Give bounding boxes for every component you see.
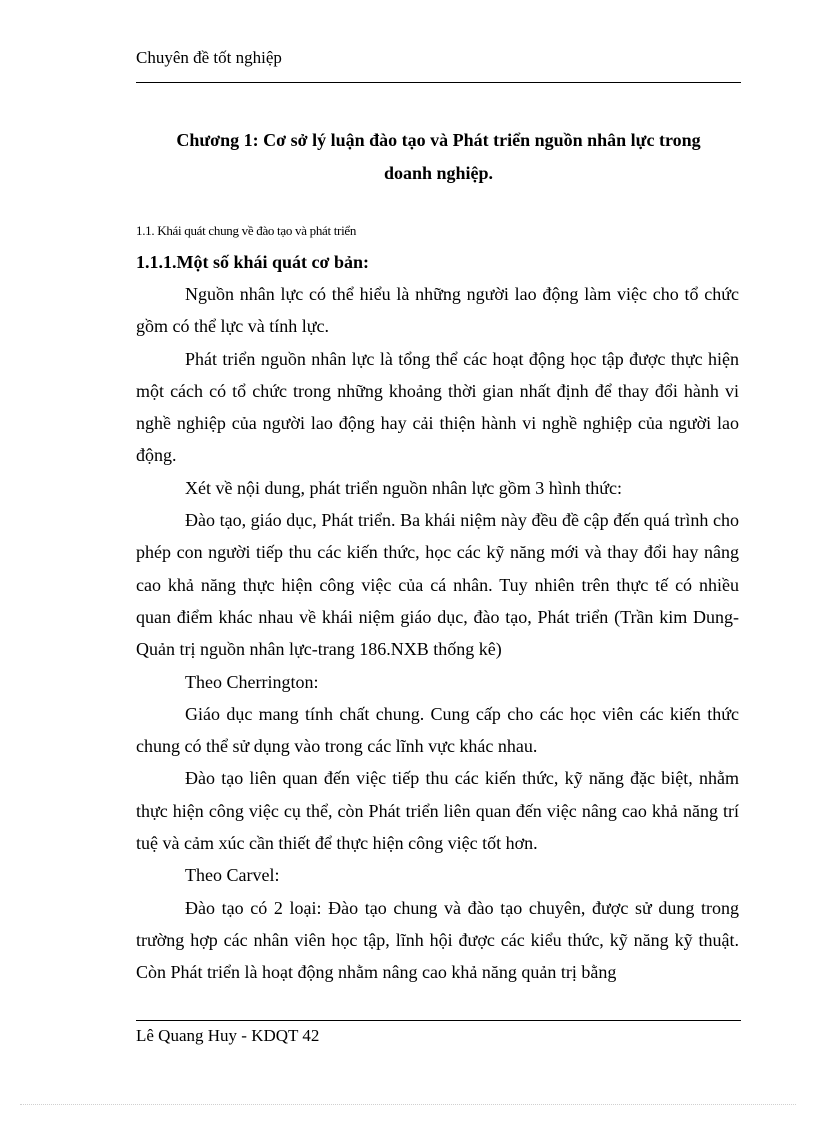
body-text <box>136 278 739 989</box>
paragraph: Đào tạo liên quan đến việc tiếp thu các kiến thức, kỹ năng đặc biệt, nhằm thực hiện công việc cụ thể, còn Phát triển liên quan đến việc nâng cao khả năng trí tuệ và cảm xúc cần thiết để thực hiện công việc tốt hơn. <box>136 768 739 854</box>
paragraph: Theo Cherrington: <box>185 671 319 692</box>
page-footer: Lê Quang Huy - KDQT 42 <box>136 1026 320 1045</box>
paragraph: Nguồn nhân lực có thể hiểu là những người lao động làm việc cho tổ chức gồm có thể lực và tính lực. <box>136 284 739 337</box>
subsection-heading: 1.1.1.Một số khái quát cơ bản: <box>136 252 369 272</box>
paragraph: Theo Carvel: <box>185 865 280 886</box>
paragraph: Phát triển nguồn nhân lực là tổng thể các hoạt động học tập được thực hiện một cách có tổ chức trong những khoảng thời gian nhất định để thay đổi hành vi nghề nghiệp của người lao động hay cải thiện hành vi nghề nghiệp của người lao động. <box>136 348 739 466</box>
paragraph: Giáo dục mang tính chất chung. Cung cấp cho các học viên các kiến thức chung có thể sử dụng vào trong các lĩnh vực khác nhau. <box>136 703 739 757</box>
chapter-title-line-1: Chương 1: Cơ sở lý luận đào tạo và Phát triển nguồn nhân lực trong <box>176 130 701 150</box>
chapter-title-line-2: doanh nghiệp. <box>383 163 494 183</box>
page-edge-dotted-line <box>20 1104 796 1105</box>
paragraph: Xét về nội dung, phát triển nguồn nhân lực gồm 3 hình thức: <box>185 477 622 498</box>
page-header: Chuyên đề tốt nghiệp <box>136 48 282 67</box>
footer-divider <box>136 1020 741 1021</box>
paragraph: Đào tạo có 2 loại: Đào tạo chung và đào tạo chuyên, được sử dung trong trường hợp các nhân viên học tập, lĩnh hội được các kiểu thức, kỹ năng kỹ thuật. Còn Phát triển là hoạt động nhằm nâng cao khả năng quản trị bằng <box>136 897 739 983</box>
chapter-title <box>136 124 741 190</box>
paragraph: Đào tạo, giáo dục, Phát triển. Ba khái niệm này đều đề cập đến quá trình cho phép con người tiếp thu các kiến thức, học các kỹ năng mới và thay đổi hay nâng cao khả năng thực hiện công việc của cá nhân. Tuy nhiên trên thực tế có nhiều quan điểm khác nhau về khái niệm giáo dục, đào tạo, Phát triển (Trần kim Dung- Quản trị nguồn nhân lực-trang 186.NXB thống kê) <box>136 510 739 660</box>
header-divider <box>136 82 741 83</box>
section-heading: 1.1. Khái quát chung về đào tạo và phát triển <box>136 223 357 238</box>
